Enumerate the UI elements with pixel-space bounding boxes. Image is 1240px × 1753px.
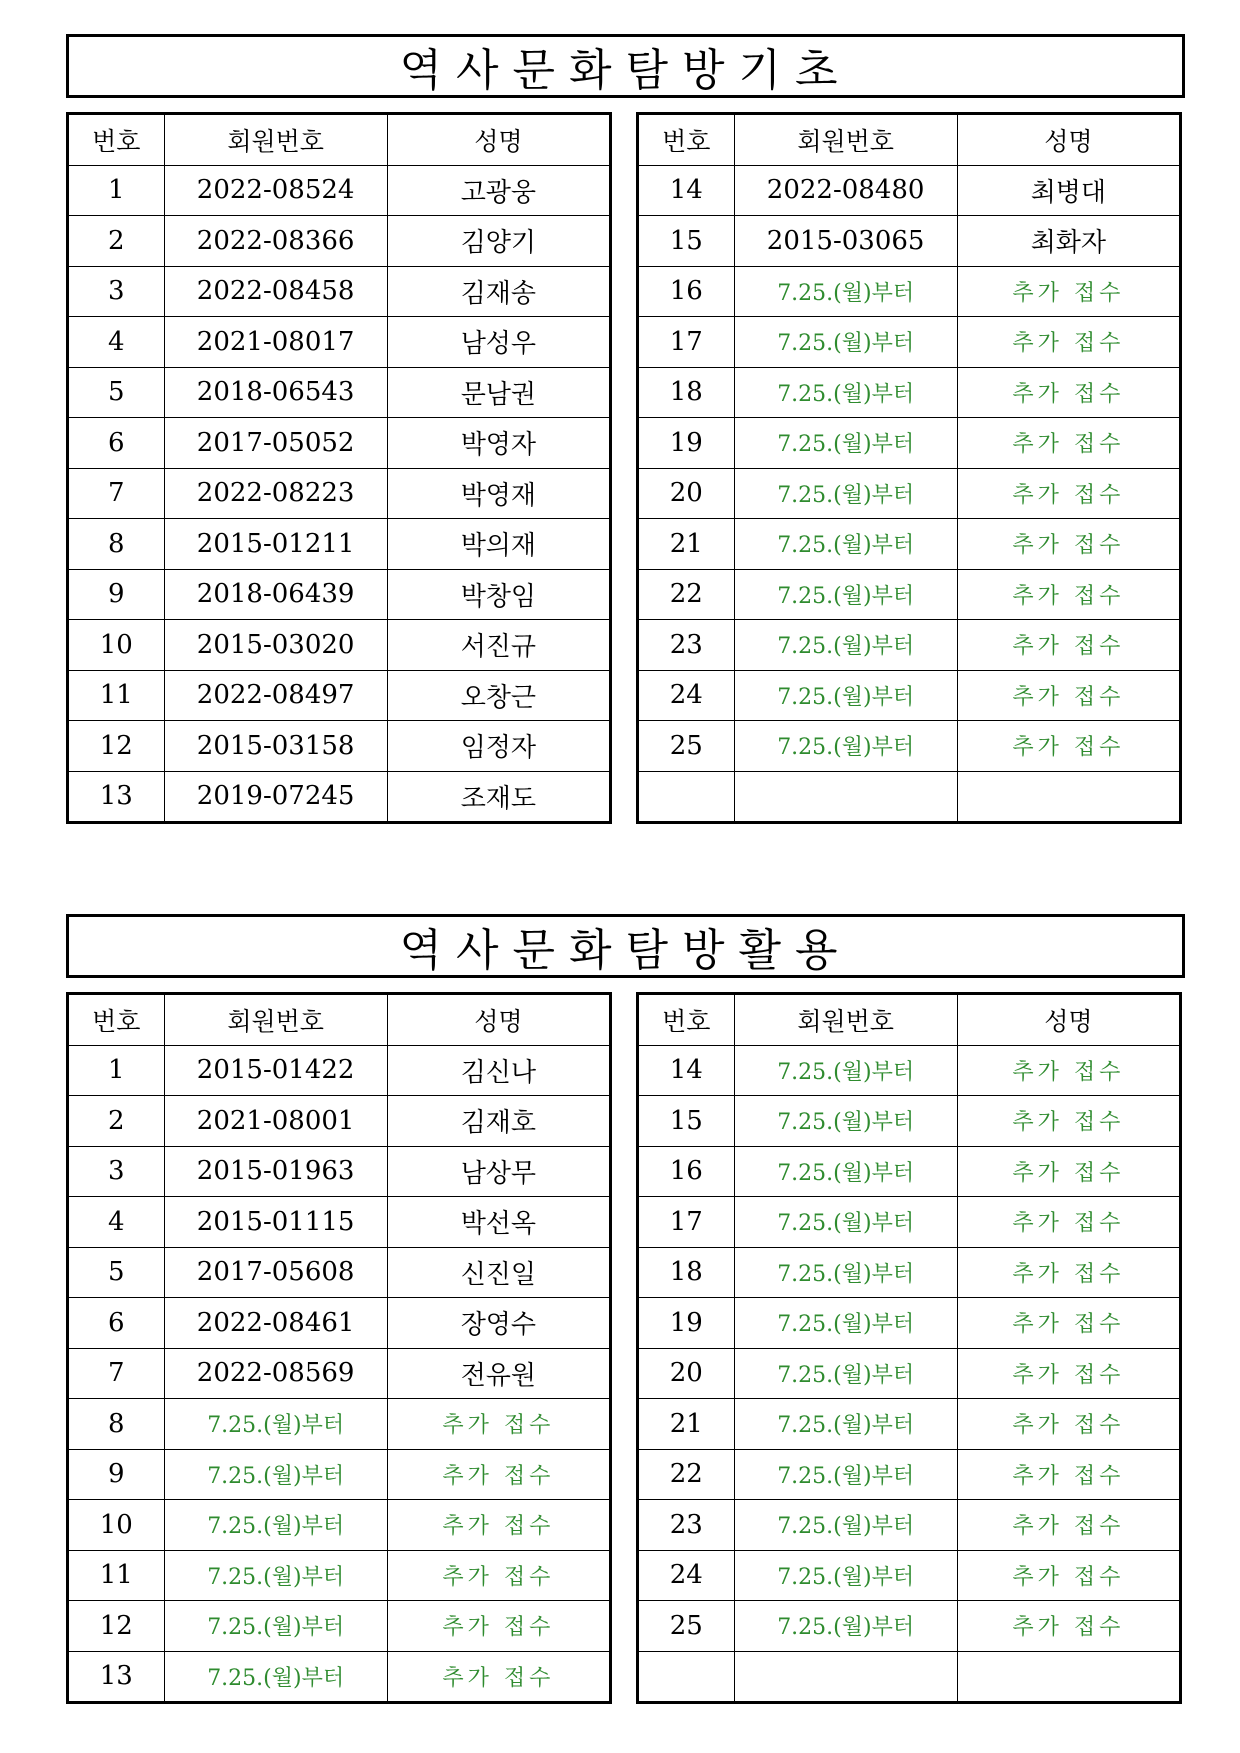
member-name: 추가 접수 bbox=[957, 1298, 1180, 1349]
table-row bbox=[68, 1045, 611, 1096]
row-number: 14 bbox=[638, 165, 735, 216]
member-name: 남성우 bbox=[387, 317, 610, 368]
row-number: 15 bbox=[638, 216, 735, 267]
member-id: 7.25.(월)부터 bbox=[734, 1500, 957, 1551]
roster-table-left bbox=[66, 992, 612, 1704]
member-id: 7.25.(월)부터 bbox=[734, 620, 957, 671]
member-name: 추가 접수 bbox=[957, 1348, 1180, 1399]
table-row bbox=[68, 418, 611, 469]
member-name: 김재송 bbox=[387, 266, 610, 317]
member-name: 추가 접수 bbox=[957, 1550, 1180, 1601]
row-number bbox=[638, 1651, 735, 1703]
table-row bbox=[68, 216, 611, 267]
row-number: 25 bbox=[638, 721, 735, 772]
row-number: 7 bbox=[68, 1348, 165, 1399]
table-row bbox=[638, 519, 1181, 570]
row-number: 20 bbox=[638, 468, 735, 519]
member-name: 문남권 bbox=[387, 367, 610, 418]
member-id: 2015-03158 bbox=[164, 721, 387, 772]
member-id: 7.25.(월)부터 bbox=[164, 1550, 387, 1601]
table-row bbox=[638, 1247, 1181, 1298]
row-number: 23 bbox=[638, 1500, 735, 1551]
member-name: 고광웅 bbox=[387, 165, 610, 216]
table-row bbox=[68, 1449, 611, 1500]
member-name: 최병대 bbox=[957, 165, 1180, 216]
member-id: 7.25.(월)부터 bbox=[164, 1601, 387, 1652]
member-id: 7.25.(월)부터 bbox=[734, 468, 957, 519]
table-header-row bbox=[638, 994, 1181, 1046]
table-row bbox=[638, 1096, 1181, 1147]
member-name: 추가 접수 bbox=[957, 1197, 1180, 1248]
member-id: 2022-08366 bbox=[164, 216, 387, 267]
row-number: 21 bbox=[638, 1399, 735, 1450]
member-name: 추가 접수 bbox=[957, 468, 1180, 519]
table-row bbox=[68, 721, 611, 772]
row-number: 25 bbox=[638, 1601, 735, 1652]
section-title bbox=[66, 34, 1185, 98]
member-name: 추가 접수 bbox=[957, 1096, 1180, 1147]
row-number: 17 bbox=[638, 1197, 735, 1248]
member-name: 추가 접수 bbox=[957, 1045, 1180, 1096]
row-number: 13 bbox=[68, 771, 165, 823]
table-header-row bbox=[68, 114, 611, 166]
member-id: 2017-05052 bbox=[164, 418, 387, 469]
member-id: 7.25.(월)부터 bbox=[734, 1348, 957, 1399]
member-name: 추가 접수 bbox=[387, 1601, 610, 1652]
table-row bbox=[638, 1601, 1181, 1652]
member-name: 장영수 bbox=[387, 1298, 610, 1349]
member-id: 7.25.(월)부터 bbox=[164, 1500, 387, 1551]
row-number: 11 bbox=[68, 1550, 165, 1601]
row-number: 6 bbox=[68, 1298, 165, 1349]
member-id: 2022-08223 bbox=[164, 468, 387, 519]
row-number: 6 bbox=[68, 418, 165, 469]
member-id: 2015-01115 bbox=[164, 1197, 387, 1248]
member-id: 7.25.(월)부터 bbox=[734, 1146, 957, 1197]
table-row bbox=[638, 1651, 1181, 1703]
member-name: 박선옥 bbox=[387, 1197, 610, 1248]
table-row bbox=[68, 1298, 611, 1349]
row-number: 7 bbox=[68, 468, 165, 519]
row-number: 22 bbox=[638, 569, 735, 620]
row-number: 24 bbox=[638, 1550, 735, 1601]
member-name: 김양기 bbox=[387, 216, 610, 267]
row-number: 22 bbox=[638, 1449, 735, 1500]
header-name: 성명 bbox=[387, 114, 610, 166]
member-id: 7.25.(월)부터 bbox=[734, 670, 957, 721]
member-name: 추가 접수 bbox=[957, 1449, 1180, 1500]
member-name: 조재도 bbox=[387, 771, 610, 823]
member-name: 최화자 bbox=[957, 216, 1180, 267]
member-id: 2021-08001 bbox=[164, 1096, 387, 1147]
table-row bbox=[638, 165, 1181, 216]
row-number: 4 bbox=[68, 1197, 165, 1248]
row-number: 4 bbox=[68, 317, 165, 368]
header-member-id: 회원번호 bbox=[164, 114, 387, 166]
row-number: 9 bbox=[68, 1449, 165, 1500]
member-name: 추가 접수 bbox=[957, 1247, 1180, 1298]
member-name: 전유원 bbox=[387, 1348, 610, 1399]
row-number: 3 bbox=[68, 266, 165, 317]
row-number: 3 bbox=[68, 1146, 165, 1197]
member-id: 7.25.(월)부터 bbox=[164, 1399, 387, 1450]
row-number bbox=[638, 771, 735, 823]
member-name: 박창임 bbox=[387, 569, 610, 620]
member-id: 7.25.(월)부터 bbox=[734, 1550, 957, 1601]
table-row bbox=[638, 771, 1181, 823]
member-name: 추가 접수 bbox=[957, 569, 1180, 620]
table-row bbox=[68, 1096, 611, 1147]
table-row bbox=[638, 1045, 1181, 1096]
table-header-row bbox=[638, 114, 1181, 166]
member-name: 추가 접수 bbox=[957, 418, 1180, 469]
member-id: 2015-03065 bbox=[734, 216, 957, 267]
row-number: 12 bbox=[68, 721, 165, 772]
member-id: 7.25.(월)부터 bbox=[734, 1399, 957, 1450]
member-id: 7.25.(월)부터 bbox=[734, 1298, 957, 1349]
member-id: 7.25.(월)부터 bbox=[734, 721, 957, 772]
roster-table-right bbox=[636, 112, 1182, 824]
member-name: 추가 접수 bbox=[957, 721, 1180, 772]
member-id: 2022-08480 bbox=[734, 165, 957, 216]
table-row bbox=[68, 569, 611, 620]
member-id: 2017-05608 bbox=[164, 1247, 387, 1298]
table-row bbox=[68, 1348, 611, 1399]
row-number: 9 bbox=[68, 569, 165, 620]
table-row bbox=[68, 1146, 611, 1197]
section-title bbox=[66, 914, 1185, 978]
header-number: 번호 bbox=[68, 994, 165, 1046]
row-number: 20 bbox=[638, 1348, 735, 1399]
row-number: 2 bbox=[68, 1096, 165, 1147]
member-id: 7.25.(월)부터 bbox=[734, 418, 957, 469]
member-id: 7.25.(월)부터 bbox=[734, 1247, 957, 1298]
table-row bbox=[638, 1500, 1181, 1551]
member-id: 2022-08569 bbox=[164, 1348, 387, 1399]
member-name: 추가 접수 bbox=[957, 1601, 1180, 1652]
table-row bbox=[68, 1651, 611, 1703]
table-row bbox=[68, 1601, 611, 1652]
row-number: 18 bbox=[638, 1247, 735, 1298]
member-name: 서진규 bbox=[387, 620, 610, 671]
member-name: 추가 접수 bbox=[387, 1550, 610, 1601]
member-id: 2015-01211 bbox=[164, 519, 387, 570]
roster-table-left bbox=[66, 112, 612, 824]
table-row bbox=[68, 519, 611, 570]
member-id: 7.25.(월)부터 bbox=[734, 1096, 957, 1147]
member-name: 추가 접수 bbox=[957, 620, 1180, 671]
member-id: 2021-08017 bbox=[164, 317, 387, 368]
row-number: 5 bbox=[68, 367, 165, 418]
row-number: 23 bbox=[638, 620, 735, 671]
table-row bbox=[68, 165, 611, 216]
member-name: 추가 접수 bbox=[387, 1399, 610, 1450]
header-name: 성명 bbox=[957, 114, 1180, 166]
table-row bbox=[638, 721, 1181, 772]
row-number: 17 bbox=[638, 317, 735, 368]
header-number: 번호 bbox=[68, 114, 165, 166]
member-name: 추가 접수 bbox=[387, 1449, 610, 1500]
table-row bbox=[68, 771, 611, 823]
row-number: 1 bbox=[68, 165, 165, 216]
table-row bbox=[68, 1247, 611, 1298]
member-id: 7.25.(월)부터 bbox=[164, 1449, 387, 1500]
table-row bbox=[638, 468, 1181, 519]
member-id: 2015-01963 bbox=[164, 1146, 387, 1197]
table-row bbox=[638, 418, 1181, 469]
table-row bbox=[68, 317, 611, 368]
row-number: 19 bbox=[638, 418, 735, 469]
row-number: 16 bbox=[638, 1146, 735, 1197]
member-name: 박영자 bbox=[387, 418, 610, 469]
member-name: 신진일 bbox=[387, 1247, 610, 1298]
table-row bbox=[68, 1197, 611, 1248]
table-row bbox=[638, 1399, 1181, 1450]
member-id: 2022-08497 bbox=[164, 670, 387, 721]
row-number: 18 bbox=[638, 367, 735, 418]
member-id: 2018-06439 bbox=[164, 569, 387, 620]
member-name: 남상무 bbox=[387, 1146, 610, 1197]
header-number: 번호 bbox=[638, 114, 735, 166]
member-name: 추가 접수 bbox=[957, 266, 1180, 317]
member-id: 2022-08524 bbox=[164, 165, 387, 216]
table-row bbox=[638, 569, 1181, 620]
table-row bbox=[68, 620, 611, 671]
member-id bbox=[734, 771, 957, 823]
row-number: 12 bbox=[68, 1601, 165, 1652]
section-title-text: 역사문화탐방활용 bbox=[399, 925, 852, 976]
row-number: 8 bbox=[68, 1399, 165, 1450]
member-id: 2022-08461 bbox=[164, 1298, 387, 1349]
member-name: 추가 접수 bbox=[387, 1651, 610, 1703]
member-id: 7.25.(월)부터 bbox=[734, 1449, 957, 1500]
row-number: 5 bbox=[68, 1247, 165, 1298]
member-id: 7.25.(월)부터 bbox=[734, 569, 957, 620]
member-name: 추가 접수 bbox=[957, 367, 1180, 418]
member-id: 7.25.(월)부터 bbox=[734, 1601, 957, 1652]
member-name bbox=[957, 771, 1180, 823]
member-id: 2018-06543 bbox=[164, 367, 387, 418]
member-id: 7.25.(월)부터 bbox=[734, 1197, 957, 1248]
header-name: 성명 bbox=[957, 994, 1180, 1046]
member-name bbox=[957, 1651, 1180, 1703]
table-row bbox=[638, 1298, 1181, 1349]
table-row bbox=[68, 468, 611, 519]
table-row bbox=[638, 1197, 1181, 1248]
row-number: 24 bbox=[638, 670, 735, 721]
member-id bbox=[734, 1651, 957, 1703]
member-id: 2022-08458 bbox=[164, 266, 387, 317]
table-row bbox=[638, 216, 1181, 267]
table-row bbox=[638, 1449, 1181, 1500]
row-number: 14 bbox=[638, 1045, 735, 1096]
member-name: 추가 접수 bbox=[957, 1399, 1180, 1450]
member-id: 7.25.(월)부터 bbox=[734, 266, 957, 317]
member-id: 7.25.(월)부터 bbox=[734, 1045, 957, 1096]
row-number: 13 bbox=[68, 1651, 165, 1703]
member-name: 추가 접수 bbox=[957, 1500, 1180, 1551]
roster-table-right bbox=[636, 992, 1182, 1704]
table-row bbox=[638, 1550, 1181, 1601]
header-number: 번호 bbox=[638, 994, 735, 1046]
row-number: 16 bbox=[638, 266, 735, 317]
table-row bbox=[68, 266, 611, 317]
table-row bbox=[638, 670, 1181, 721]
member-name: 김재호 bbox=[387, 1096, 610, 1147]
row-number: 11 bbox=[68, 670, 165, 721]
row-number: 10 bbox=[68, 1500, 165, 1551]
table-row bbox=[638, 266, 1181, 317]
table-row bbox=[68, 1500, 611, 1551]
header-member-id: 회원번호 bbox=[734, 114, 957, 166]
table-row bbox=[68, 1399, 611, 1450]
member-id: 7.25.(월)부터 bbox=[734, 317, 957, 368]
row-number: 1 bbox=[68, 1045, 165, 1096]
member-name: 추가 접수 bbox=[957, 519, 1180, 570]
member-id: 7.25.(월)부터 bbox=[734, 519, 957, 570]
member-id: 2015-01422 bbox=[164, 1045, 387, 1096]
member-id: 7.25.(월)부터 bbox=[734, 367, 957, 418]
member-name: 오창근 bbox=[387, 670, 610, 721]
member-name: 추가 접수 bbox=[957, 1146, 1180, 1197]
member-name: 박영재 bbox=[387, 468, 610, 519]
table-row bbox=[68, 367, 611, 418]
table-row bbox=[68, 1550, 611, 1601]
row-number: 21 bbox=[638, 519, 735, 570]
header-member-id: 회원번호 bbox=[164, 994, 387, 1046]
table-row bbox=[638, 367, 1181, 418]
member-id: 2015-03020 bbox=[164, 620, 387, 671]
table-row bbox=[638, 1146, 1181, 1197]
table-header-row bbox=[68, 994, 611, 1046]
row-number: 19 bbox=[638, 1298, 735, 1349]
member-name: 박의재 bbox=[387, 519, 610, 570]
row-number: 15 bbox=[638, 1096, 735, 1147]
header-name: 성명 bbox=[387, 994, 610, 1046]
header-member-id: 회원번호 bbox=[734, 994, 957, 1046]
row-number: 8 bbox=[68, 519, 165, 570]
member-id: 2019-07245 bbox=[164, 771, 387, 823]
section-title-text: 역사문화탐방기초 bbox=[399, 45, 852, 96]
member-name: 추가 접수 bbox=[957, 317, 1180, 368]
row-number: 10 bbox=[68, 620, 165, 671]
table-row bbox=[68, 670, 611, 721]
member-name: 추가 접수 bbox=[957, 670, 1180, 721]
member-name: 김신나 bbox=[387, 1045, 610, 1096]
member-name: 임정자 bbox=[387, 721, 610, 772]
table-row bbox=[638, 1348, 1181, 1399]
member-name: 추가 접수 bbox=[387, 1500, 610, 1551]
table-row bbox=[638, 317, 1181, 368]
member-id: 7.25.(월)부터 bbox=[164, 1651, 387, 1703]
row-number: 2 bbox=[68, 216, 165, 267]
table-row bbox=[638, 620, 1181, 671]
